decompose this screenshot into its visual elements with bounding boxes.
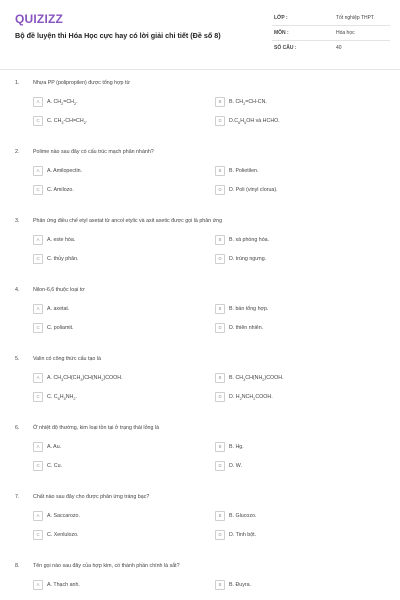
- option-letter-box: D: [215, 323, 225, 333]
- question-number: 4.: [15, 287, 20, 293]
- option-letter-box: C: [33, 116, 43, 126]
- option-letter-box: C: [33, 530, 43, 540]
- option-text: C. $C_6H_5NH_2$.: [47, 394, 77, 402]
- option-letter-box: C: [33, 185, 43, 195]
- question-text: Nilon-6,6 thuộc loại tơ: [33, 287, 85, 293]
- question-number: 5.: [15, 356, 20, 362]
- option-letter-box: B: [215, 442, 225, 452]
- option-letter-box: B: [215, 166, 225, 176]
- option-letter-box: A: [33, 373, 43, 383]
- meta-table: [272, 13, 390, 57]
- option-text: D. Tinh bột.: [229, 532, 257, 538]
- question-number: 6.: [15, 425, 20, 431]
- meta-label: SỐ CÂU :: [274, 45, 297, 51]
- option-letter-box: D: [215, 461, 225, 471]
- option-text: C. Amilozo.: [47, 187, 74, 193]
- option-text: C. $CH_3-CH=CH_2$.: [47, 118, 88, 126]
- option-text: A. axetat.: [47, 306, 70, 312]
- option-letter-box: B: [215, 373, 225, 383]
- option-text: D. trùng ngưng.: [229, 256, 267, 262]
- option-text: D. W.: [229, 463, 242, 469]
- question-text: Ở nhiệt độ thường, kim loại tồn tại ở trạng thái lỏng là: [33, 425, 160, 431]
- option-letter-box: D: [215, 254, 225, 264]
- option-letter-box: C: [33, 254, 43, 264]
- question-text: Phản ứng điều chế etyl axetat từ ancol etylic và axit axetic được gọi là phản ứng: [33, 218, 223, 224]
- option-letter-box: A: [33, 166, 43, 176]
- quizizz-logo: QUIZIZZ: [15, 12, 64, 26]
- option-text: B. $CH_3CH(NH_2)COOH$.: [229, 375, 284, 383]
- option-text: A. $CH_2=CH_2$.: [47, 99, 78, 107]
- option-letter-box: B: [215, 511, 225, 521]
- option-letter-box: D: [215, 116, 225, 126]
- option-text: B. bán tổng hợp.: [229, 306, 269, 312]
- option-letter-box: D: [215, 185, 225, 195]
- option-text: B. Hg.: [229, 444, 244, 450]
- option-text: A. este hóa.: [47, 237, 76, 243]
- option-text: B. xà phòng hóa.: [229, 237, 270, 243]
- option-text: A. Au.: [47, 444, 62, 450]
- question-text: Chất nào sau đây cho được phản ứng tráng bạc?: [33, 494, 150, 500]
- meta-row-question-count: [272, 43, 390, 55]
- option-text: B. $CH_2=CH-CN$.: [229, 99, 267, 107]
- option-text: D. Poli (vinyl clorua).: [229, 187, 278, 193]
- question-number: 8.: [15, 563, 20, 569]
- meta-label: MÔN :: [274, 30, 289, 36]
- question-text: Polime nào sau đây có cấu trúc mạch phân nhánh?: [33, 149, 154, 155]
- option-letter-box: C: [33, 323, 43, 333]
- question-text: Valin có công thức cấu tạo là: [33, 356, 101, 362]
- option-text: C. poliamit.: [47, 325, 74, 331]
- meta-label: LỚP :: [274, 15, 288, 21]
- option-letter-box: A: [33, 304, 43, 314]
- option-letter-box: B: [215, 97, 225, 107]
- page-title: Bộ đề luyện thi Hóa Học cực hay có lời giải chi tiết (Đề số 8): [15, 31, 221, 40]
- option-text: A. Thạch anh.: [47, 582, 80, 588]
- meta-row-subject: [272, 28, 390, 41]
- option-letter-box: A: [33, 580, 43, 590]
- option-letter-box: A: [33, 511, 43, 521]
- question-text: Nhựa PP (polipropilen) được tổng hợp từ: [33, 80, 130, 86]
- question-number: 3.: [15, 218, 20, 224]
- header-divider: [0, 69, 400, 70]
- meta-value: Hóa học: [336, 30, 355, 36]
- option-letter-box: D: [215, 392, 225, 402]
- option-letter-box: A: [33, 442, 43, 452]
- option-text: B. Glucozo.: [229, 513, 257, 519]
- option-letter-box: C: [33, 461, 43, 471]
- option-text: C. Cu.: [47, 463, 63, 469]
- option-text: A. Amilopectin.: [47, 168, 83, 174]
- option-text: C. Xenlulozo.: [47, 532, 79, 538]
- option-letter-box: C: [33, 392, 43, 402]
- option-letter-box: B: [215, 304, 225, 314]
- question-number: 1.: [15, 80, 20, 86]
- option-letter-box: D: [215, 530, 225, 540]
- option-text: A. Saccarozo.: [47, 513, 80, 519]
- meta-row-class: [272, 13, 390, 26]
- option-text: B. Đuyra.: [229, 582, 252, 588]
- option-text: D. thiên nhiên.: [229, 325, 264, 331]
- option-text: D. $H_2NCH_2COOH$.: [229, 394, 273, 402]
- option-letter-box: A: [33, 97, 43, 107]
- option-text: A. $CH_3CH(CH_3)CH(NH_2)COOH$.: [47, 375, 123, 383]
- option-letter-box: B: [215, 580, 225, 590]
- worksheet-header: [0, 0, 400, 70]
- question-number: 7.: [15, 494, 20, 500]
- question-text: Tên gọi nào sau đây của hợp kim, có thành phần chính là sắt?: [33, 563, 180, 569]
- option-text: $D.C_6H_5OH$ và HCHO.: [229, 118, 280, 126]
- option-text: B. Polietilen.: [229, 168, 259, 174]
- option-letter-box: A: [33, 235, 43, 245]
- question-number: 2.: [15, 149, 20, 155]
- meta-value: Tốt nghiệp THPT: [336, 15, 374, 21]
- option-letter-box: B: [215, 235, 225, 245]
- meta-value: 40: [336, 45, 342, 51]
- option-text: C. thủy phân.: [47, 256, 79, 262]
